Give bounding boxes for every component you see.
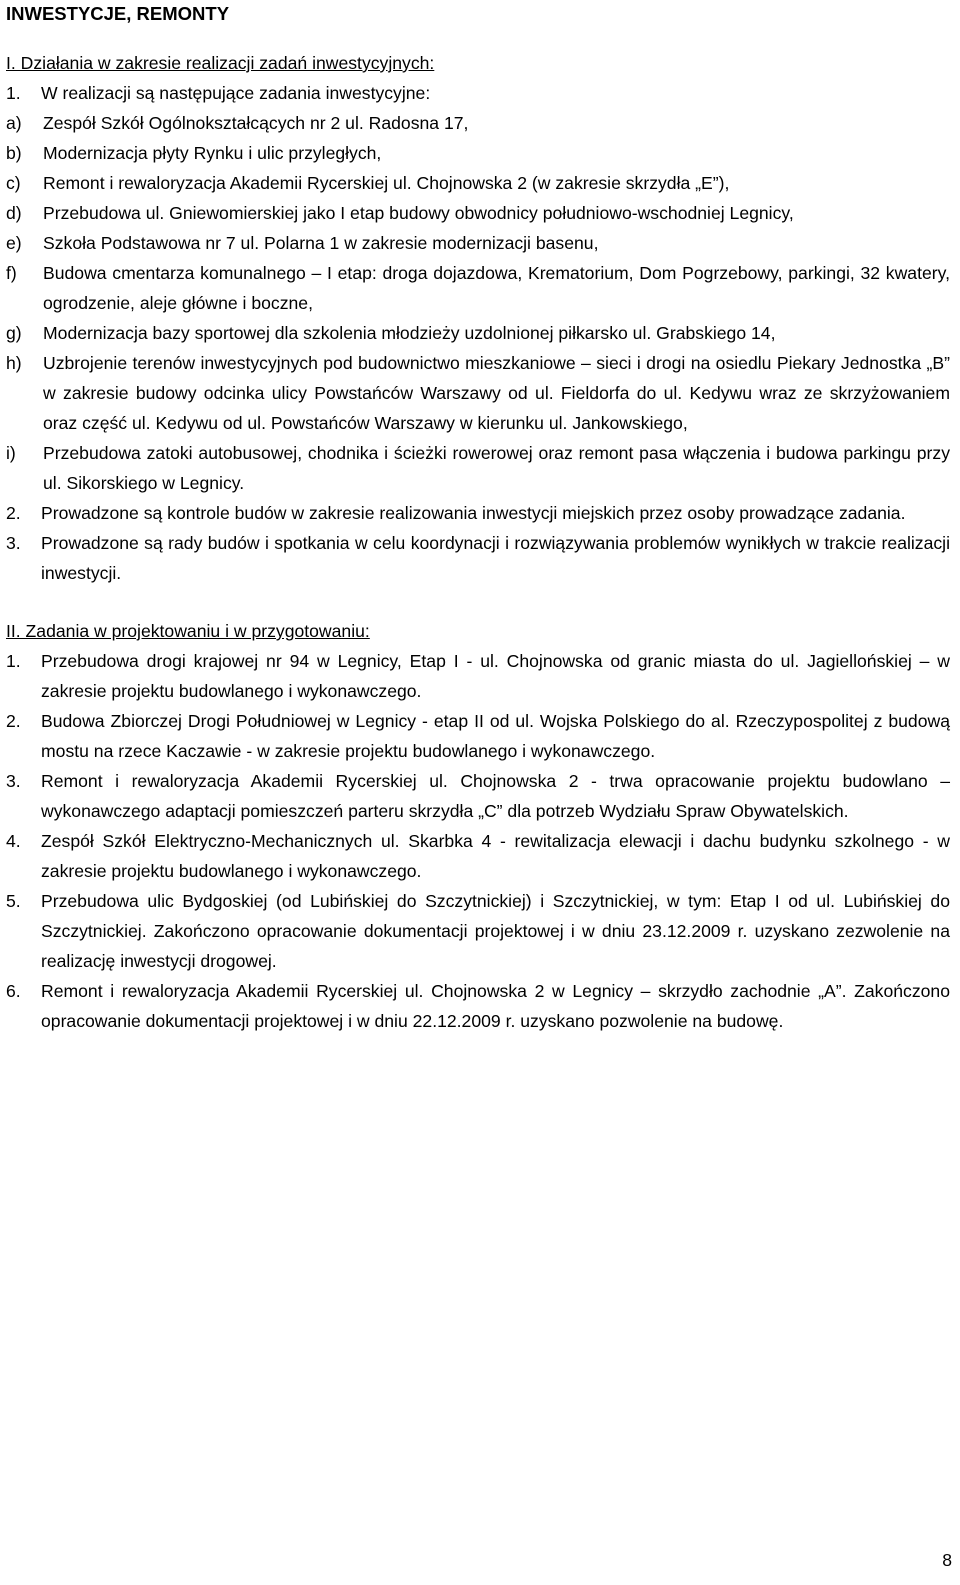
subitem-marker: b) [6,143,22,163]
section-2-item-1 [6,646,950,706]
subitem-marker: d) [6,203,22,223]
item-text: Prowadzone są kontrole budów w zakresie realizowania inwestycji miejskich przez osoby prowadzące zadania. [41,503,906,523]
subitem-c [6,168,950,198]
item-marker: 6. [6,981,21,1001]
spacer [6,28,950,48]
item-marker: 1. [6,83,21,103]
item-marker: 2. [6,503,21,523]
item-marker: 1. [6,651,21,671]
section-2-item-2 [6,706,950,766]
subitem-text: Modernizacja bazy sportowej dla szkolenia młodzieży uzdolnionej piłkarsko ul. Grabskiego 14, [43,323,776,343]
subitem-text: Zespół Szkół Ogólnokształcących nr 2 ul. Radosna 17, [43,113,469,133]
section-1-item-1 [6,78,950,108]
subitem-a [6,108,950,138]
item-text: W realizacji są następujące zadania inwestycyjne: [41,83,431,103]
section-1-heading: I. Działania w zakresie realizacji zadań inwestycyjnych: [6,53,435,73]
section-2-item-4 [6,826,950,886]
section-2-heading: II. Zadania w projektowaniu i w przygotowaniu: [6,621,370,641]
subitem-marker: g) [6,323,22,343]
subitem-e [6,228,950,258]
item-marker: 2. [6,711,21,731]
subitem-g [6,318,950,348]
subitem-text: Modernizacja płyty Rynku i ulic przyległych, [43,143,382,163]
page-number: 8 [942,1550,952,1570]
item-text: Przebudowa ulic Bydgoskiej (od Lubińskiej do Szczytnickiej) i Szczytnickiej, w tym: Etap I od ul. Lubińskiej do Szczytnickiej. Zakończono opracowanie dokumentacji projektowej i w dniu 23.12.2009 r. uzyskano zezwolenie na realizację inwestycji drogowej. [41,891,950,971]
subitem-marker: c) [6,173,21,193]
subitem-d [6,198,950,228]
item-text: Remont i rewaloryzacja Akademii Rycerskiej ul. Chojnowska 2 w Legnicy – skrzydło zachodnie „A”. Zakończono opracowanie dokumentacji projektowej i w dniu 22.12.2009 r. uzyskano pozwolenie na budowę. [41,981,950,1031]
item-text: Przebudowa drogi krajowej nr 94 w Legnicy, Etap I - ul. Chojnowska od granic miasta do ul. Jagiellońskiej – w zakresie projektu budowlanego i wykonawczego. [41,651,950,701]
item-marker: 3. [6,771,21,791]
item-marker: 5. [6,891,21,911]
item-text: Budowa Zbiorczej Drogi Południowej w Legnicy - etap II od ul. Wojska Polskiego do al. Rzeczypospolitej z budową mostu na rzece Kaczawie - w zakresie projektu budowlanego i wykonawczego. [41,711,950,761]
document-page [6,0,950,1036]
subitem-text: Przebudowa ul. Gniewomierskiej jako I etap budowy obwodnicy południowo-wschodniej Legnicy, [43,203,794,223]
subitem-text: Uzbrojenie terenów inwestycyjnych pod budownictwo mieszkaniowe – sieci i drogi na osiedlu Piekary Jednostka „B” w zakresie budowy odcinka ulicy Powstańców Warszawy od ul. Fieldorfa do ul. Kedywu wraz ze skrzyżowaniem oraz część ul. Kedywu od ul. Powstańców Warszawy w kierunku ul. Jankowskiego, [43,353,950,433]
item-marker: 3. [6,533,21,553]
subitem-text: Budowa cmentarza komunalnego – I etap: droga dojazdowa, Krematorium, Dom Pogrzebowy, parkingi, 32 kwatery, ogrodzenie, aleje główne i boczne, [43,263,950,313]
section-2-item-3 [6,766,950,826]
item-marker: 4. [6,831,21,851]
subitem-i [6,438,950,498]
subitem-h [6,348,950,438]
section-1-item-2 [6,498,950,528]
subitem-marker: h) [6,353,22,373]
document-title: INWESTYCJE, REMONTY [6,3,230,24]
subitem-text: Szkoła Podstawowa nr 7 ul. Polarna 1 w zakresie modernizacji basenu, [43,233,599,253]
subitem-marker: e) [6,233,22,253]
subitem-f [6,258,950,318]
section-1-item-3 [6,528,950,588]
item-text: Remont i rewaloryzacja Akademii Rycerskiej ul. Chojnowska 2 - trwa opracowanie projektu budowlano – wykonawczego adaptacji pomieszczeń parteru skrzydła „C” dla potrzeb Wydziału Spraw Obywatelskich. [41,771,950,821]
spacer [6,588,950,616]
section-2-item-5 [6,886,950,976]
subitem-b [6,138,950,168]
subitem-marker: a) [6,113,22,133]
subitem-text: Remont i rewaloryzacja Akademii Rycerskiej ul. Chojnowska 2 (w zakresie skrzydła „E”), [43,173,730,193]
item-text: Zespół Szkół Elektryczno-Mechanicznych ul. Skarbka 4 - rewitalizacja elewacji i dachu budynku szkolnego - w zakresie projektu budowlanego i wykonawczego. [41,831,950,881]
item-text: Prowadzone są rady budów i spotkania w celu koordynacji i rozwiązywania problemów wynikłych w trakcie realizacji inwestycji. [41,533,950,583]
section-2-item-6 [6,976,950,1036]
subitem-marker: i) [6,443,16,463]
subitem-text: Przebudowa zatoki autobusowej, chodnika i ścieżki rowerowej oraz remont pasa włączenia i budowa parkingu przy ul. Sikorskiego w Legnicy. [43,443,950,493]
subitem-marker: f) [6,263,17,283]
